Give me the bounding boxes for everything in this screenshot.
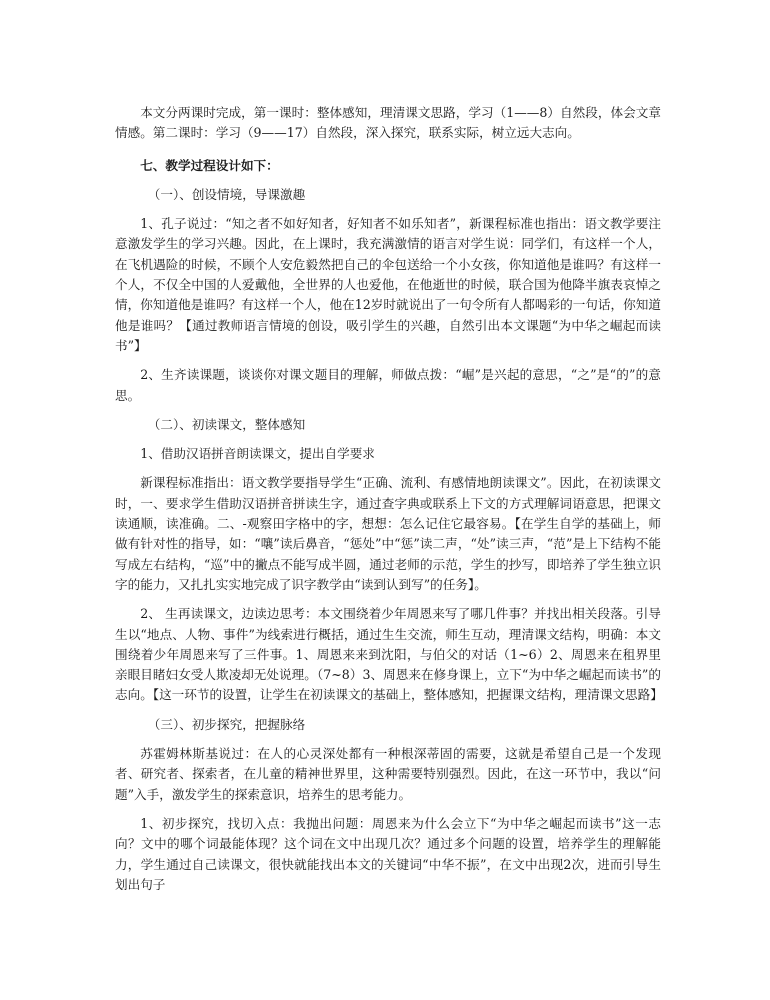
paragraph-reread-text: 2、 生再读课文，边读边思考：本文围绕着少年周恩来写了哪几件事？并找出相关段落。引导生以“地点、人物、事件”为线索进行概括，通过生生交流，师生互动，理清课文结构，明确：本文围绕着少年周恩来写了三件事。1、周恩来来到沈阳，与伯父的对话（1~6）2、周恩来在租界里亲眼目睹妇女受人欺凌却无处说理。（7~8）3、周恩来在修身课上，立下“为中华之崛起而读书”的志向。【这一环节的设置，让学生在初读课文的基础上，整体感知，把握课文结构，理清课文思路】 [115, 606, 663, 703]
section-heading-teaching-process: 七、教学过程设计如下： [140, 157, 279, 173]
paragraph-confucius-quote: 1、孔子说过：“知之者不如好知者，好知者不如乐知者”，新课程标准也指出：语文教学要注意激发学生的学习兴趣。因此，在上课时，我充满激情的语言对学生说：同学们，有这样一个人，在飞机遇险的时候，不顾个人安危毅然把自己的伞包送给一个小女孩，你知道他是谁吗？有这样一个人，不仅全中国的人爱戴他，全世界的人也爱他，在他逝世的时候，联合国为他降半旗表哀悼之情，你知道他是谁吗？有这样一个人，他在12岁时就说出了一句令所有人都喝彩的一句话，你知道他是谁吗？【通过教师语言情境的创设，吸引学生的兴趣，自然引出本文课题“为中华之崛起而读书”】 [115, 216, 661, 353]
paragraph-curriculum-standard: 新课程标准指出：语文教学要指导学生“正确、流利、有感情地朗读课文”。因此，在初读课文时，一、要求学生借助汉语拼音拼读生字，通过查字典或联系上下文的方式理解词语意思，把课文读通顺，读准确。二、-观察田字格中的字，想想：怎么记住它最容易。【在学生自学的基础上，师做有针对性的指导，如：“嚷”读后鼻音，“惩处”中“惩”读二声，“处”读三声，“范”是上下结构不能写成左右结构，“巡”中的撇点不能写成半圆，通过老师的示范，学生的抄写，即培养了学生独立识字的能力，又扎扎实实地完成了识字教学由“读到认到写”的任务】。 [115, 475, 661, 592]
document-page [115, 103, 661, 895]
paragraph-sukhomlinsky-quote: 苏霍姆林斯基说过：在人的心灵深处都有一种根深蒂固的需要，这就是希望自己是一个发现者、研究者、探索者，在儿童的精神世界里，这种需要特别强烈。因此，在这一环节中，我以“问题”入手，激发学生的探索意识，培养生的思考能力。 [115, 746, 661, 802]
paragraph-lesson-plan: 本文分两课时完成，第一课时：整体感知，理清课文思路，学习（1——8）自然段，体会文章情感。第二课时：学习（9——17）自然段，深入探究，联系实际，树立远大志向。 [115, 105, 661, 141]
paragraph-find-entry-point: 1、初步探究，找切入点：我抛出问题：周恩来为什么会立下“为中华之崛起而读书”这一志向？文中的哪个词最能体现？这个词在文中出现几次？通过多个问题的设置，培养学生的理解能力，学生通过自己读课文，很快就能找出本文的关键词“中华不振”，在文中出现2次，进而引导生划出句子 [115, 815, 661, 892]
subheading-first-reading: （二）、初读课文，整体感知 [147, 416, 306, 432]
subheading-situation-intro: （一）、创设情境，导课激趣 [147, 186, 306, 202]
subheading-initial-exploration: （三）、初步探究，把握脉络 [147, 716, 306, 732]
paragraph-pinyin-reading: 1、借助汉语拼音朗读课文，提出自学要求 [140, 446, 375, 462]
paragraph-read-title: 2、生齐读课题，谈谈你对课文题目的理解，师做点拨：“崛”是兴起的意思，“之”是“的”的意思。 [115, 367, 661, 403]
